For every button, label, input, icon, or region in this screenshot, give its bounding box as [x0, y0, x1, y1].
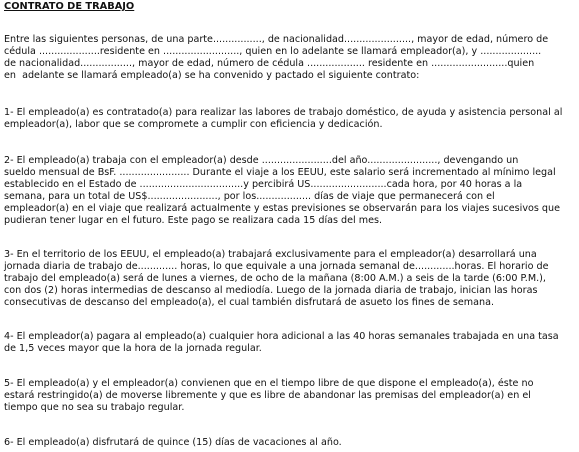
paragraph-line: semana, para un total de US$......................., por los.................. días de viaje que permanecerá con el [4, 191, 495, 203]
clause-4-paragraph [4, 331, 559, 355]
paragraph-line: 5- El empleado(a) y el empleador(a) convienen que en el tiempo libre de que dispone el empleado(a), éste no [4, 378, 534, 389]
intro-paragraph [4, 34, 548, 82]
clause-5-paragraph [4, 378, 533, 414]
document-title: CONTRATO DE TRABAJO [4, 1, 135, 12]
paragraph-line: jornada diaria de trabajo de............. horas, lo que equivale a una jornada semanal de.............horas. El horario de [4, 261, 549, 273]
paragraph-line: empleador(a) en el viaje que realizará actualmente y estas previsiones se observarán para los viajes sucesivos que [4, 203, 560, 215]
paragraph-line: pudieran tener lugar en el futuro. Este pago se realizara cada 15 días del mes. [4, 215, 383, 227]
paragraph-line: trabajo del empleado(a) será de lunes a viernes, de ocho de la mañana (8:00 A.M.) a seis de la tarde (6:00 P.M.), [4, 273, 546, 285]
paragraph-line: sueldo mensual de BsF. ....................... Durante el viaje a los EEUU, este salario será incrementado al mínimo legal [4, 167, 556, 179]
paragraph-line: cédula ....................residente en ........................., quien en lo adelante se llamará empleador(a), y .................... [4, 46, 542, 58]
paragraph-line: 2- El empleado(a) trabaja con el empleador(a) desde .......................del año......................., devengando un [4, 155, 519, 166]
paragraph-line: 6- El empleado(a) disfrutará de quince (15) días de vacaciones al año. [4, 437, 342, 448]
paragraph-line: consecutivas de descanso del empleado(a), el cual también disfrutará de asueto los fines de semana. [4, 297, 495, 309]
clause-2-paragraph [4, 155, 560, 228]
paragraph-line: de nacionalidad................., mayor de edad, número de cédula ................... residente en .........................quien [4, 58, 535, 70]
paragraph-line: en adelante se llamará empleado(a) se ha convenido y pactado el siguiente contrato: [4, 70, 420, 82]
clause-6-paragraph [4, 437, 342, 449]
paragraph-line: de 1,5 veces mayor que la hora de la jornada regular. [4, 343, 262, 355]
paragraph-line: empleador(a), labor que se compromete a cumplir con eficiencia y dedicación. [4, 119, 383, 131]
paragraph-line: establecido en el Estado de ..................................y percibirá US.........................cada hora, por 40 horas a la [4, 179, 523, 191]
clause-1-paragraph [4, 107, 562, 131]
paragraph-line: 1- El empleado(a) es contratado(a) para realizar las labores de trabajo doméstico, de ayuda y asistencia personal al [4, 107, 563, 118]
paragraph-line: 4- El empleador(a) pagara al empleado(a) cualquier hora adicional a las 40 horas semanales trabajada en una tasa [4, 331, 559, 342]
clause-3-paragraph [4, 249, 549, 309]
paragraph-line: tiempo que no sea su trabajo regular. [4, 402, 185, 414]
paragraph-line: con dos (2) horas intermedias de descanso al mediodía. Luego de la jornada diaria de trabajo, inician las horas [4, 285, 538, 297]
paragraph-line: 3- En el territorio de los EEUU, el empleado(a) trabajará exclusivamente para el empleador(a) desarrollará una [4, 249, 537, 260]
paragraph-line: estará restringido(a) de moverse libremente y que es libre de abandonar las premisas del empleador(a) en el [4, 390, 531, 402]
paragraph-line: Entre las siguientes personas, de una parte................, de nacionalidad......................, mayor de edad, número de [4, 34, 549, 45]
